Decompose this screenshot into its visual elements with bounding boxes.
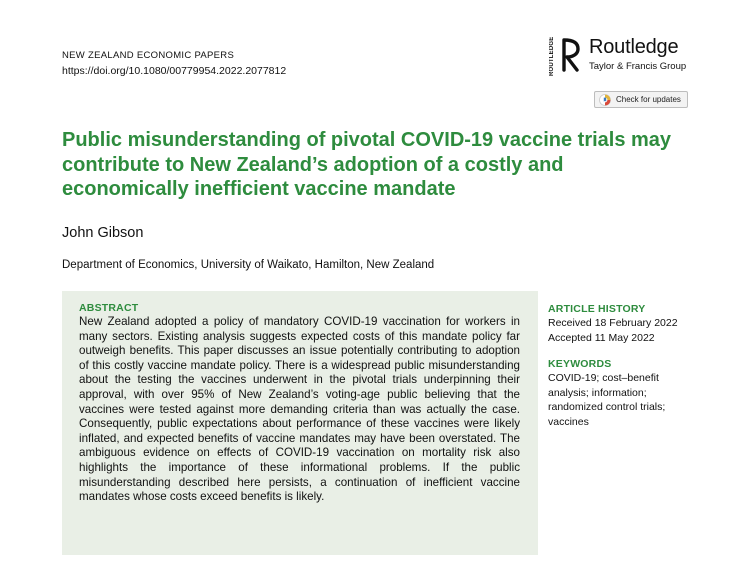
publisher-group: Taylor & Francis Group [589, 61, 687, 72]
article-history-heading: ARTICLE HISTORY [548, 303, 646, 315]
routledge-r-icon [561, 36, 581, 74]
accepted-date: Accepted 11 May 2022 [548, 331, 655, 344]
crossmark-icon [599, 94, 611, 106]
article-title: Public misunderstanding of pivotal COVID-19 vaccine trials may contribute to New Zealand’s adoption of a costly and economically inefficient vaccine mandate [62, 129, 672, 200]
received-date: Received 18 February 2022 [548, 317, 678, 329]
publisher-name: Routledge [589, 36, 679, 58]
keywords-list: COVID-19; cost–benefit analysis; information; randomized control trials; vaccines [548, 372, 666, 428]
check-for-updates-button[interactable] [594, 91, 688, 108]
abstract-heading: ABSTRACT [79, 302, 139, 314]
abstract-box [62, 291, 538, 555]
doi-link[interactable]: https://doi.org/10.1080/00779954.2022.2077812 [62, 65, 287, 77]
abstract-text: New Zealand adopted a policy of mandatory COVID-19 vaccination for workers in many sectors. Existing analysis suggests expected costs of this mandate policy far outweigh benefits. This paper discusses an issue potentially contributing to adoption of this costly vaccine mandate policy. There is a widespread public misunderstanding about the testing the vaccines underwent in the pivotal trials underpinning their approval, with over 95% of New Zealand’s voting-age public believing that the vaccines were tested against more demanding criteria than was actually the case. Consequently, public expectations about performance of these vaccines were likely inflated, and expected benefits of vaccine mandates may have been overstated. The ambiguous evidence on effects of COVID-19 vaccination on mortality risk also highlights the importance of these informational problems. If the public misunderstanding described here persists, a continuation of inefficient vaccine mandates whose costs exceed benefits is likely. [79, 315, 520, 504]
article-history [548, 303, 718, 345]
keywords-section [548, 358, 718, 429]
check-for-updates-label: Check for updates [616, 95, 681, 104]
publisher-vertical-text: ROUTLEDGE [549, 36, 555, 76]
author-name[interactable]: John Gibson [62, 225, 144, 241]
keywords-heading: KEYWORDS [548, 358, 612, 370]
publisher-logo [549, 34, 699, 78]
journal-name: NEW ZEALAND ECONOMIC PAPERS [62, 50, 235, 61]
author-affiliation: Department of Economics, University of Waikato, Hamilton, New Zealand [62, 259, 435, 271]
